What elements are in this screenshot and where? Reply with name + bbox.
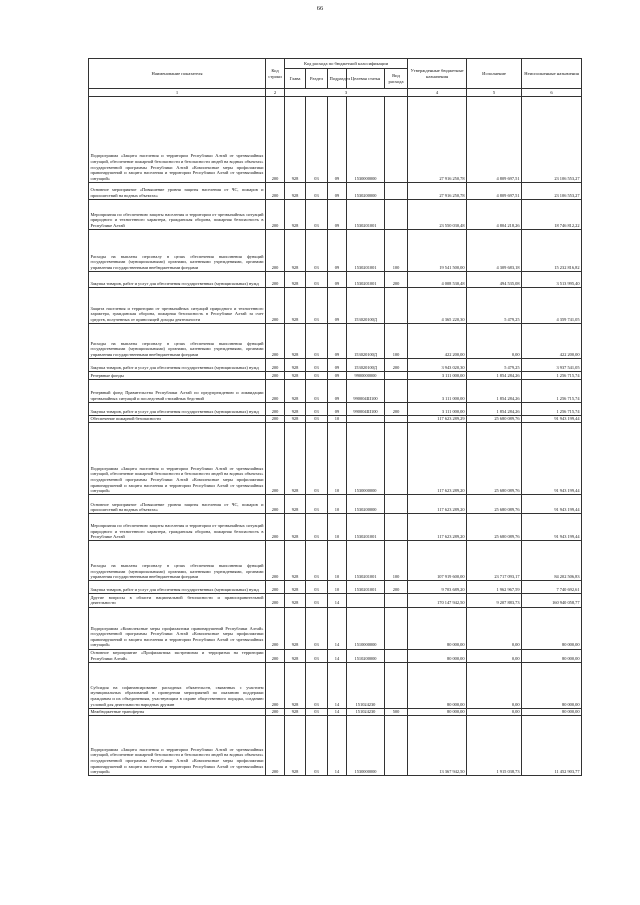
row-name: Основное мероприятие «Повышение уровня защиты населения от ЧС, пожаров и происшествий на водных объектах» <box>89 495 266 514</box>
unexecuted-amount: 4 359 741,05 <box>522 288 582 324</box>
section-code: 03 <box>306 372 328 380</box>
unexecuted-amount: 23 106 553,27 <box>522 183 582 200</box>
line-code: 200 <box>266 708 285 716</box>
table-row <box>89 662 582 708</box>
expense-type-code <box>385 495 408 514</box>
expense-type-code: 200 <box>385 359 408 372</box>
table-row <box>89 324 582 359</box>
approved-amount: 3 943 020,30 <box>408 359 467 372</box>
approved-amount: 117 623 289,20 <box>408 495 467 514</box>
section-code: 03 <box>306 541 328 581</box>
target-code: 1530201001 <box>347 230 385 272</box>
expense-type-code <box>385 514 408 541</box>
unexecuted-amount: 91 943 199,44 <box>522 415 582 423</box>
row-name: Межбюджетные трансферты <box>89 708 266 716</box>
approved-amount: 422 200,00 <box>408 324 467 359</box>
executed-amount: 0,00 <box>467 708 522 716</box>
header-section: Раздел <box>306 69 328 89</box>
line-code: 200 <box>266 183 285 200</box>
expense-type-code <box>385 716 408 776</box>
unexecuted-amount: 84 202 506,83 <box>522 541 582 581</box>
line-code: 200 <box>266 607 285 649</box>
target-code: 1530000000 <box>347 423 385 495</box>
chapter-code: 928 <box>285 97 306 183</box>
unexecuted-amount: 1 256 715,74 <box>522 372 582 380</box>
chapter-code: 928 <box>285 402 306 415</box>
approved-amount: 4 365 220,30 <box>408 288 467 324</box>
table-row <box>89 594 582 607</box>
section-code: 03 <box>306 272 328 288</box>
line-code: 200 <box>266 288 285 324</box>
line-code: 200 <box>266 716 285 776</box>
unexecuted-amount: 3 513 995,40 <box>522 272 582 288</box>
approved-amount: 9 703 689,20 <box>408 581 467 594</box>
table-row <box>89 200 582 230</box>
executed-amount: 0,00 <box>467 607 522 649</box>
row-name: Подпрограмма «Защита населения и территории Республики Алтай от чрезвычайных ситуаций, обеспечение пожарной безопасности и безопасности людей на водных объектах» государственной программы Республики Алтай «Комплексные меры профилактики правонарушений и защита населения и территории Республики Алтай от чрезвычайных ситуаций» <box>89 423 266 495</box>
chapter-code: 928 <box>285 415 306 423</box>
row-name: Субсидия на софинансирование расходных обязательств, связанных с участием муниципальных образований в проведении мероприятий по оказанию поддержки гражданам и их объединениям, участвующим в охране общественного порядка, созданию условий для деятельности народных дружин <box>89 662 266 708</box>
approved-amount: 3 111 000,00 <box>408 402 467 415</box>
chapter-code: 928 <box>285 649 306 662</box>
row-name: Основное мероприятие «Повышение уровня защиты населения от ЧС, пожаров и происшествий на водных объектах» <box>89 183 266 200</box>
chapter-code: 928 <box>285 514 306 541</box>
expense-type-code: 100 <box>385 230 408 272</box>
header-chapter: Глава <box>285 69 306 89</box>
row-name: Резервный фонд Правительства Республики Алтай по предупреждению и ликвидации чрезвычайных ситуаций и последствий стихийных бедствий <box>89 379 266 402</box>
row-name: Подпрограмма «Защита населения и территории Республики Алтай от чрезвычайных ситуаций, обеспечение пожарной безопасности и безопасности людей на водных объектах» государственной программы Республики Алтай «Комплексные меры профилактики правонарушений и защита населения и территории Республики Алтай от чрезвычайных ситуаций» <box>89 97 266 183</box>
unexecuted-amount: 7 740 692,61 <box>522 581 582 594</box>
col-number: 3 <box>285 89 408 97</box>
unexecuted-amount: 1 256 715,74 <box>522 402 582 415</box>
approved-amount: 23 550 030,48 <box>408 200 467 230</box>
row-name: Закупка товаров, работ и услуг для обеспечения государственных (муниципальных) нужд <box>89 272 266 288</box>
target-code: 1530000000 <box>347 716 385 776</box>
executed-amount: 4 809 697,51 <box>467 97 522 183</box>
line-code: 200 <box>266 594 285 607</box>
chapter-code: 928 <box>285 495 306 514</box>
table-row <box>89 495 582 514</box>
line-code: 200 <box>266 495 285 514</box>
section-code: 03 <box>306 324 328 359</box>
section-code: 03 <box>306 415 328 423</box>
header-expense-type: Вид расхода <box>385 69 408 89</box>
approved-amount: 117 623 289,29 <box>408 415 467 423</box>
section-code: 03 <box>306 662 328 708</box>
subsection-code: 09 <box>328 230 347 272</box>
executed-amount: 9 207 883,73 <box>467 594 522 607</box>
expense-type-code <box>385 379 408 402</box>
subsection-code: 09 <box>328 324 347 359</box>
row-name: Подпрограмма «Защита населения и территории Республики Алтай от чрезвычайных ситуаций, обеспечение пожарной безопасности и безопасности людей на водных объектах» государственной программы Республики Алтай «Комплексные меры профилактики правонарушений и защита населения и территории Республики Алтай от чрезвычайных ситуаций» <box>89 716 266 776</box>
executed-amount: 5 479,25 <box>467 359 522 372</box>
section-code: 03 <box>306 708 328 716</box>
unexecuted-amount: 91 943 199,44 <box>522 514 582 541</box>
subsection-code: 14 <box>328 607 347 649</box>
row-name: Другие вопросы в области национальной безопасности и правоохранительной деятельности <box>90 594 264 606</box>
line-code: 200 <box>266 415 285 423</box>
table-row <box>89 514 582 541</box>
approved-amount: 80 000,00 <box>408 607 467 649</box>
target-code: 153020100Д <box>347 288 385 324</box>
table-row <box>89 379 582 402</box>
approved-amount: 117 623 289,20 <box>408 514 467 541</box>
col-number: 1 <box>89 89 266 97</box>
row-name: Основное мероприятие «Профилактика экстремизма и терроризма на территории Республики Алтай» <box>90 650 264 661</box>
chapter-code: 928 <box>285 662 306 708</box>
expense-type-code: 200 <box>385 272 408 288</box>
table-body <box>89 97 582 776</box>
header-approved: Утвержденные бюджетные назначения <box>408 59 467 89</box>
row-name: Расходы на выплаты персоналу в целях обеспечения выполнения функций государственными (муниципальными) органами, казенными учреждениями, органами управления государственными внебюджетными фондами <box>89 324 266 359</box>
section-code: 03 <box>306 423 328 495</box>
subsection-code: 10 <box>328 415 347 423</box>
col-number: 4 <box>408 89 467 97</box>
unexecuted-amount: 160 940 058,77 <box>522 594 582 607</box>
header-name: Наименование показателя <box>89 59 266 89</box>
line-code: 200 <box>266 541 285 581</box>
section-code: 03 <box>306 716 328 776</box>
chapter-code: 928 <box>285 200 306 230</box>
table-row <box>89 423 582 495</box>
budget-execution-table <box>88 58 582 776</box>
target-code: 1530201001 <box>347 541 385 581</box>
expense-type-code <box>385 649 408 662</box>
subsection-code: 10 <box>328 541 347 581</box>
subsection-code: 10 <box>328 514 347 541</box>
executed-amount: 4 804 218,26 <box>467 200 522 230</box>
table-row <box>89 708 582 716</box>
expense-type-code <box>385 97 408 183</box>
section-code: 03 <box>306 183 328 200</box>
executed-amount: 23 717 093,17 <box>467 541 522 581</box>
chapter-code: 928 <box>285 607 306 649</box>
expense-type-code <box>385 662 408 708</box>
line-code: 200 <box>266 359 285 372</box>
row-name: Обеспечение пожарной безопасности <box>89 415 266 423</box>
unexecuted-amount: 80 000,00 <box>522 649 582 662</box>
row-name: Подпрограмма «Комплексные меры профилактики правонарушений Республики Алтай» государственной программы Республики Алтай «Комплексные меры профилактики правонарушений и защита населения и территории Республики Алтай от чрезвычайных ситуаций» <box>89 607 266 649</box>
table-row <box>89 581 582 594</box>
executed-amount: 0,00 <box>467 649 522 662</box>
col-number: 2 <box>266 89 285 97</box>
line-code: 200 <box>266 97 285 183</box>
section-code: 03 <box>306 594 328 607</box>
table-row <box>89 230 582 272</box>
line-code: 200 <box>266 200 285 230</box>
subsection-code: 09 <box>328 200 347 230</box>
executed-amount: 5 479,25 <box>467 288 522 324</box>
page-number: 66 <box>316 5 324 12</box>
unexecuted-amount: 91 943 199,44 <box>522 423 582 495</box>
unexecuted-amount: 23 106 553,27 <box>522 97 582 183</box>
target-code: 1530200000 <box>347 183 385 200</box>
chapter-code: 928 <box>285 372 306 380</box>
table-row <box>89 183 582 200</box>
approved-amount: 3 111 000,00 <box>408 379 467 402</box>
section-code: 03 <box>306 379 328 402</box>
executed-amount: 0,00 <box>467 662 522 708</box>
chapter-code: 928 <box>285 708 306 716</box>
row-name: Резервные фонды <box>89 372 266 380</box>
section-code: 03 <box>306 495 328 514</box>
unexecuted-amount: 18 746 812,22 <box>522 200 582 230</box>
section-code: 03 <box>306 97 328 183</box>
chapter-code: 928 <box>285 594 306 607</box>
header-target: Целевая статья <box>347 69 385 89</box>
subsection-code: 10 <box>328 581 347 594</box>
unexecuted-amount: 11 452 903,77 <box>522 716 582 776</box>
line-code: 200 <box>266 423 285 495</box>
subsection-code: 14 <box>328 662 347 708</box>
target-code: 1510200000 <box>347 649 385 662</box>
executed-amount: 4 309 683,18 <box>467 230 522 272</box>
target-code: 1510000000 <box>347 607 385 649</box>
chapter-code: 928 <box>285 324 306 359</box>
unexecuted-amount: 15 232 816,82 <box>522 230 582 272</box>
subsection-code: 09 <box>328 288 347 324</box>
approved-amount: 107 919 600,00 <box>408 541 467 581</box>
target-code: 1530201001 <box>347 514 385 541</box>
unexecuted-amount: 3 937 541,05 <box>522 359 582 372</box>
header-subsection: Подраздел <box>328 69 347 89</box>
approved-amount: 117 623 289,20 <box>408 423 467 495</box>
subsection-code: 14 <box>328 716 347 776</box>
chapter-code: 928 <box>285 581 306 594</box>
target-code: 990004Ш100 <box>347 379 385 402</box>
executed-amount: 494 535,08 <box>467 272 522 288</box>
chapter-code: 928 <box>285 541 306 581</box>
row-name: Мероприятия по обеспечению защиты населения и территории от чрезвычайных ситуаций природного и техногенного характера, гражданская оборона, пожарная безопасность в Республике Алтай <box>89 514 266 541</box>
subsection-code: 10 <box>328 495 347 514</box>
approved-amount: 27 916 250,78 <box>408 97 467 183</box>
approved-amount: 27 916 250,78 <box>408 183 467 200</box>
chapter-code: 928 <box>285 359 306 372</box>
executed-amount: 4 809 697,51 <box>467 183 522 200</box>
unexecuted-amount: 80 000,00 <box>522 708 582 716</box>
target-code: 1530201001 <box>347 272 385 288</box>
section-code: 03 <box>306 402 328 415</box>
target-code: 1530201001 <box>347 200 385 230</box>
table-row <box>89 288 582 324</box>
header-line-code: Код строки <box>266 59 285 89</box>
subsection-code: 09 <box>328 359 347 372</box>
target-code: 151024230 <box>347 708 385 716</box>
target-code: 1530200000 <box>347 495 385 514</box>
expense-type-code <box>385 288 408 324</box>
approved-amount: 3 111 000,00 <box>408 372 467 380</box>
subsection-code: 09 <box>328 402 347 415</box>
row-name: Расходы на выплаты персоналу в целях обеспечения выполнения функций государственными (муниципальными) органами, казенными учреждениями, органами управления государственными внебюджетными фондами <box>89 230 266 272</box>
section-code: 03 <box>306 581 328 594</box>
section-code: 03 <box>306 200 328 230</box>
line-code: 200 <box>266 324 285 359</box>
unexecuted-amount: 80 000,00 <box>522 662 582 708</box>
section-code: 03 <box>306 230 328 272</box>
approved-amount: 80 000,00 <box>408 662 467 708</box>
table-row <box>89 607 582 649</box>
executed-amount: 25 680 089,76 <box>467 495 522 514</box>
table-row <box>89 359 582 372</box>
expense-type-code <box>385 423 408 495</box>
row-name: Закупка товаров, работ и услуг для обеспечения государственных (муниципальных) нужд <box>89 581 266 594</box>
executed-amount: 1 915 038,73 <box>467 716 522 776</box>
section-code: 03 <box>306 514 328 541</box>
chapter-code: 928 <box>285 183 306 200</box>
unexecuted-amount: 91 943 199,44 <box>522 495 582 514</box>
executed-amount: 1 962 967,59 <box>467 581 522 594</box>
row-name: Защита населения и территории от чрезвычайных ситуаций природного и техногенного характера, гражданская оборона, пожарная безопасность в Республике Алтай за счет средств, полученных от приносящей доходы деятельности <box>89 288 266 324</box>
section-code: 03 <box>306 649 328 662</box>
expense-type-code: 200 <box>385 581 408 594</box>
subsection-code: 10 <box>328 423 347 495</box>
target-code: 990004Ш100 <box>347 402 385 415</box>
expense-type-code: 100 <box>385 541 408 581</box>
line-code: 200 <box>266 272 285 288</box>
subsection-code: 09 <box>328 272 347 288</box>
row-name: Расходы на выплаты персоналу в целях обеспечения выполнения функций государственными (муниципальными) органами, казенными учреждениями, органами управления государственными внебюджетными фондами <box>89 541 266 581</box>
subsection-code: 09 <box>328 372 347 380</box>
expense-type-code <box>385 372 408 380</box>
unexecuted-amount: 80 000,00 <box>522 607 582 649</box>
line-code: 200 <box>266 379 285 402</box>
executed-amount: 1 854 284,26 <box>467 372 522 380</box>
unexecuted-amount: 1 256 715,74 <box>522 379 582 402</box>
chapter-code: 928 <box>285 379 306 402</box>
executed-amount: 25 680 089,76 <box>467 415 522 423</box>
executed-amount: 1 854 284,26 <box>467 402 522 415</box>
executed-amount: 1 854 284,26 <box>467 379 522 402</box>
table-row <box>89 372 582 380</box>
chapter-code: 928 <box>285 230 306 272</box>
expense-type-code <box>385 183 408 200</box>
header-budget-classification: Код расхода по бюджетной классификации <box>285 59 408 69</box>
chapter-code: 928 <box>285 716 306 776</box>
table-row <box>89 272 582 288</box>
line-code: 200 <box>266 514 285 541</box>
section-code: 03 <box>306 607 328 649</box>
table-row <box>89 649 582 662</box>
approved-amount: 80 000,00 <box>408 708 467 716</box>
row-name: Закупка товаров, работ и услуг для обеспечения государственных (муниципальных) нужд <box>89 402 266 415</box>
executed-amount: 25 680 089,76 <box>467 423 522 495</box>
table-row <box>89 402 582 415</box>
target-code: 1530000000 <box>347 97 385 183</box>
subsection-code: 09 <box>328 183 347 200</box>
col-number: 5 <box>467 89 522 97</box>
expense-type-code <box>385 200 408 230</box>
row-name: Мероприятия по обеспечению защиты населения и территории от чрезвычайных ситуаций природного и техногенного характера, гражданская оборона, пожарная безопасность в Республике Алтай <box>89 200 266 230</box>
target-code: 151024230 <box>347 662 385 708</box>
table-row <box>89 716 582 776</box>
approved-amount: 4 008 530,48 <box>408 272 467 288</box>
line-code: 200 <box>266 230 285 272</box>
executed-amount: 0,00 <box>467 324 522 359</box>
line-code: 200 <box>266 662 285 708</box>
chapter-code: 928 <box>285 288 306 324</box>
subsection-code: 09 <box>328 97 347 183</box>
target-code: 1530201001 <box>347 581 385 594</box>
unexecuted-amount: 422 200,00 <box>522 324 582 359</box>
header-executed: Исполнение <box>467 59 522 89</box>
expense-type-code <box>385 607 408 649</box>
expense-type-code: 100 <box>385 324 408 359</box>
line-code: 200 <box>266 372 285 380</box>
table-row <box>89 415 582 423</box>
target-code: 153020100Д <box>347 359 385 372</box>
target-code <box>347 415 385 423</box>
section-code: 03 <box>306 288 328 324</box>
approved-amount: 19 541 500,00 <box>408 230 467 272</box>
subsection-code: 14 <box>328 649 347 662</box>
line-code: 200 <box>266 649 285 662</box>
approved-amount: 13 367 942,50 <box>408 716 467 776</box>
line-code: 200 <box>266 581 285 594</box>
table-row <box>89 97 582 183</box>
expense-type-code <box>385 415 408 423</box>
target-code: 9900000000 <box>347 372 385 380</box>
row-name: Закупка товаров, работ и услуг для обеспечения государственных (муниципальных) нужд <box>89 359 266 372</box>
chapter-code: 928 <box>285 272 306 288</box>
header-unexecuted: Неисполненные назначения <box>522 59 582 89</box>
approved-amount: 170 147 942,50 <box>408 594 467 607</box>
expense-type-code: 500 <box>385 708 408 716</box>
chapter-code: 928 <box>285 423 306 495</box>
line-code: 200 <box>266 402 285 415</box>
subsection-code: 14 <box>328 708 347 716</box>
table-row <box>89 541 582 581</box>
expense-type-code: 200 <box>385 402 408 415</box>
expense-type-code <box>385 594 408 607</box>
section-code: 03 <box>306 359 328 372</box>
col-number: 6 <box>522 89 582 97</box>
subsection-code: 09 <box>328 379 347 402</box>
subsection-code: 14 <box>328 594 347 607</box>
target-code <box>347 594 385 607</box>
executed-amount: 25 680 089,76 <box>467 514 522 541</box>
target-code: 153020100Д <box>347 324 385 359</box>
approved-amount: 80 000,00 <box>408 649 467 662</box>
